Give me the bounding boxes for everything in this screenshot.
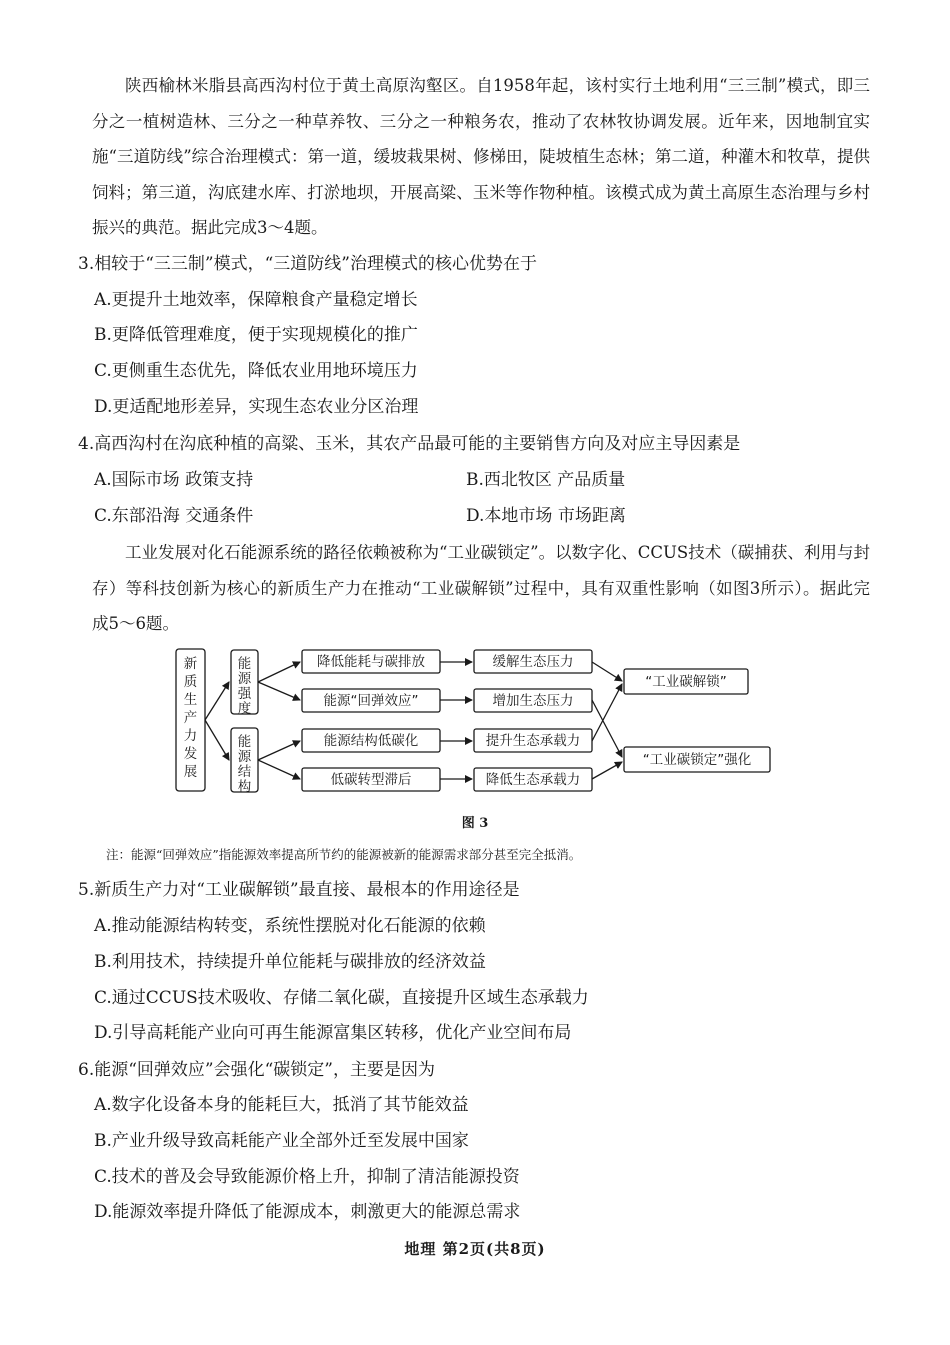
question-3-option-b[interactable]: B.更降低管理难度，便于实现规模化的推广	[94, 325, 418, 345]
mid-label-2: 能源“回弹效应”	[323, 693, 419, 709]
question-5-stem: 5.新质生产力对“工业碳解锁”最直接、最根本的作用途径是	[78, 880, 520, 900]
question-4-option-b[interactable]: B.西北牧区 产品质量	[466, 470, 626, 490]
effect-label-2: 增加生态压力	[492, 693, 574, 709]
mid-label-4: 低碳转型滞后	[330, 772, 412, 788]
question-3-stem: 3.相较于“三三制”模式，“三道防线”治理模式的核心优势在于	[78, 254, 537, 274]
question-5-option-a[interactable]: A.推动能源结构转变，系统性摆脱对化石能源的依赖	[94, 916, 486, 936]
figure-note: 注：能源“回弹效应”指能源效率提高所节约的能源被新的能源需求部分甚至完全抵消。	[106, 847, 582, 862]
question-6-stem: 6.能源“回弹效应”会强化“碳锁定”，主要是因为	[78, 1060, 435, 1080]
question-3-option-d[interactable]: D.更适配地形差异，实现生态农业分区治理	[94, 397, 419, 417]
effect-label-4: 降低生态承载力	[485, 772, 581, 788]
mid-label-3: 能源结构低碳化	[323, 733, 419, 749]
question-4-option-c[interactable]: C.东部沿海 交通条件	[94, 506, 254, 526]
question-4-stem: 4.高西沟村在沟底种植的高粱、玉米，其农产品最可能的主要销售方向及对应主导因素是	[78, 434, 741, 454]
root-label: 新质生产力发展	[183, 656, 198, 780]
figure-caption: 图 3	[461, 816, 489, 831]
effect-label-1: 缓解生态压力	[492, 654, 574, 670]
question-3-option-a[interactable]: A.更提升土地效率，保障粮食产量稳定增长	[94, 290, 418, 310]
passage-1: 陕西榆林米脂县高西沟村位于黄土高原沟壑区。自1958年起，该村实行土地利用“三三制”模式，即三分之一植树造林、三分之一种草养牧、三分之一种粮务农，推动了农林牧协调发展。近年来，因地制宜实施“三道防线”综合治理模式：第一道，缓坡栽果树、修梯田，陡坡植生态林；第二道，种灌木和牧草，提供饲料；第三道，沟底建水库、打淤地坝，开展高粱、玉米等作物种植。该模式成为黄土高原生态治理与乡村振兴的典范。据此完成3～4题。	[92, 76, 870, 237]
branch-structure-label: 能源结构	[237, 734, 252, 795]
question-4-option-a[interactable]: A.国际市场 政策支持	[94, 470, 254, 490]
question-5-option-d[interactable]: D.引导高耗能产业向可再生能源富集区转移，优化产业空间布局	[94, 1023, 572, 1043]
question-4-option-d[interactable]: D.本地市场 市场距离	[466, 506, 626, 526]
question-6-option-d[interactable]: D.能源效率提升降低了能源成本，刺激更大的能源总需求	[94, 1202, 521, 1222]
passage-2: 工业发展对化石能源系统的路径依赖被称为“工业碳锁定”。以数字化、CCUS技术（碳捕获、利用与封存）等科技创新为核心的新质生产力在推动“工业碳解锁”过程中，具有双重性影响（如图3所示）。据此完成5～6题。	[92, 543, 870, 633]
question-5-option-c[interactable]: C.通过CCUS技术吸收、存储二氧化碳，直接提升区域生态承载力	[94, 988, 589, 1008]
question-6-option-c[interactable]: C.技术的普及会导致能源价格上升，抑制了清洁能源投资	[94, 1167, 520, 1187]
outcome-label-lock: “工业碳锁定”强化	[642, 752, 752, 768]
question-6-option-b[interactable]: B.产业升级导致高耗能产业全部外迁至发展中国家	[94, 1131, 469, 1151]
question-6-option-a[interactable]: A.数字化设备本身的能耗巨大，抵消了其节能效益	[94, 1095, 469, 1115]
question-3-option-c[interactable]: C.更侧重生态优先，降低农业用地环境压力	[94, 361, 418, 381]
effect-label-3: 提升生态承载力	[485, 733, 581, 749]
mid-label-1: 降低能耗与碳排放	[317, 654, 425, 670]
branch-intensity-label: 能源强度	[237, 656, 252, 717]
page-footer: 地理 第2页(共8页)	[404, 1240, 546, 1258]
question-5-option-b[interactable]: B.利用技术，持续提升单位能耗与碳排放的经济效益	[94, 952, 486, 972]
outcome-label-unlock: “工业碳解锁”	[645, 674, 727, 690]
